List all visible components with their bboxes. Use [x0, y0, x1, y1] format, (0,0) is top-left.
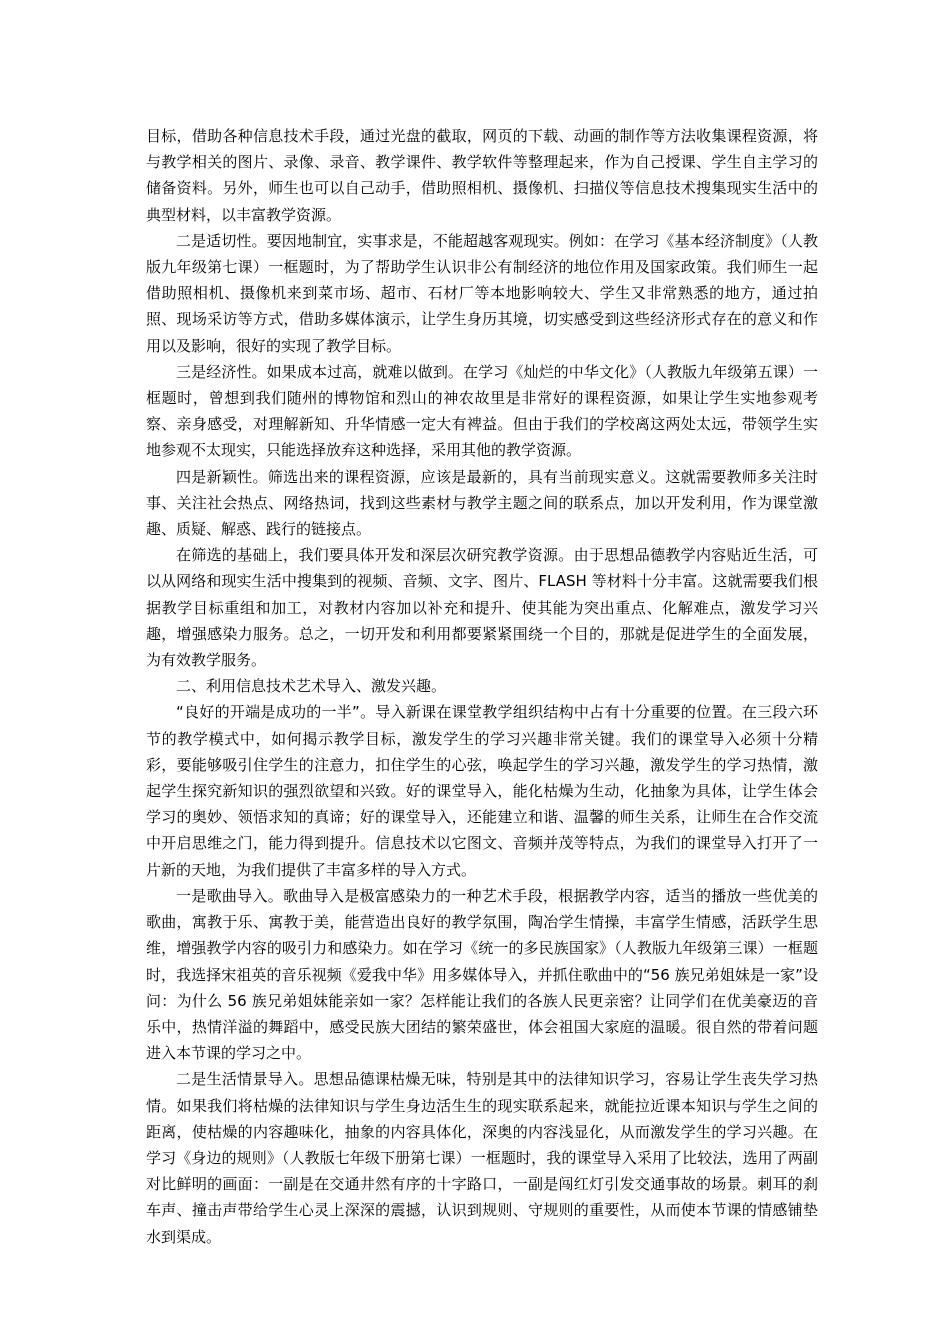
- paragraph-3: 三是经济性。如果成本过高，就难以做到。在学习《灿烂的中华文化》（人教版九年级第五课）一框题时，曾想到我们随州的博物馆和烈山的神农故里是非常好的课程资源，如果让学生实地参观考察、亲身感受，对理解新知、升华情感一定大有裨益。但由于我们的学校离这两处太远，带领学生实地参观不太现实，只能选择放弃这种选择，采用其他的教学资源。: [146, 362, 818, 460]
- paragraph-5: 在筛选的基础上，我们要具体开发和深层次研究教学资源。由于思想品德教学内容贴近生活，可以从网络和现实生活中搜集到的视频、音频、文字、图片、FLASH 等材料十分丰富。这就需要我们根据教学目标重组和加工，对教材内容加以补充和提升、使其能为突出重点、化解难点，激发学习兴趣，增强感染力服务。总之，一切开发和利用都要紧紧围绕一个目的，那就是促进学生的全面发展，为有效教学服务。: [146, 546, 818, 670]
- paragraph-8: 一是歌曲导入。歌曲导入是极富感染力的一种艺术手段，根据教学内容，适当的播放一些优美的歌曲，寓教于乐、寓教于美，能营造出良好的教学氛围，陶冶学生情操，丰富学生情感，活跃学生思维，增强教学内容的吸引力和感染力。如在学习《统一的多民族国家》（人教版九年级第三课）一框题时，我选择宋祖英的音乐视频《爱我中华》用多媒体导入，并抓住歌曲中的“56 族兄弟姐妹是一家”设问：为什么 56 族兄弟姐妹能亲如一家？怎样能让我们的各族人民更亲密？让同学们在优美豪迈的音乐中，热情洋溢的舞蹈中，感受民族大团结的繁荣盛世，体会祖国大家庭的温暖。很自然的带着问题进入本节课的学习之中。: [146, 886, 818, 1063]
- section-heading: 二、利用信息技术艺术导入、激发兴趣。: [176, 677, 447, 696]
- document-page: [146, 123, 818, 1250]
- paragraph-9: 二是生活情景导入。思想品德课枯燥无味，特别是其中的法律知识学习，容易让学生丧失学习热情。如果我们将枯燥的法律知识与学生身边活生生的现实联系起来，就能拉近课本知识与学生之间的距离，使枯燥的内容趣味化，抽象的内容具体化，深奥的内容浅显化，从而激发学生的学习兴趣。在学习《身边的规则》（人教版七年级下册第七课）一框题时，我的课堂导入采用了比较法，选用了两副对比鲜明的画面：一副是在交通井然有序的十字路口，一副是闯红灯引发交通事故的场景。刺耳的刹车声、撞击声带给学生心灵上深深的震撼，认识到规则、守规则的重要性，从而使本节课的情感铺垫水到渠成。: [146, 1070, 818, 1246]
- paragraph-1: 目标，借助各种信息技术手段，通过光盘的截取，网页的下载、动画的制作等方法收集课程资源，将与教学相关的图片、录像、录音、教学课件、教学软件等整理起来，作为自己授课、学生自主学习的储备资料。另外，师生也可以自己动手，借助照相机、摄像机、扫描仪等信息技术搜集现实生活中的典型材料，以丰富教学资源。: [146, 127, 818, 224]
- paragraph-4: 四是新颖性。筛选出来的课程资源，应该是最新的，具有当前现实意义。这就需要教师多关注时事、关注社会热点、网络热词，找到这些素材与教学主题之间的联系点，加以开发利用，作为课堂激趣、质疑、解惑、践行的链接点。: [146, 467, 818, 539]
- paragraph-7: “良好的开端是成功的一半”。导入新课在课堂教学组织结构中占有十分重要的位置。在三段六环节的教学模式中，如何揭示教学目标，激发学生的学习兴趣非常关键。我们的课堂导入必须十分精彩，要能够吸引住学生的注意力，扣住学生的心弦，唤起学生的学习兴趣，激发学生的学习热情，激起学生探究新知识的强烈欲望和兴致。好的课堂导入，能化枯燥为生动，化抽象为具体，让学生体会学习的奥妙、领悟求知的真谛；好的课堂导入，还能建立和谐、温馨的师生关系，让师生在合作交流中开启思维之门，能力得到提升。信息技术以它图文、音频并茂等特点，为我们的课堂导入打开了一片新的天地，为我们提供了丰富多样的导入方式。: [146, 703, 818, 879]
- paragraph-2: 二是适切性。要因地制宜，实事求是，不能超越客观现实。例如：在学习《基本经济制度》（人教版九年级第七课）一框题时，为了帮助学生认识非公有制经济的地位作用及国家政策。我们师生一起借助照相机、摄像机来到菜市场、超市、石材厂等本地影响较大、学生又非常熟悉的地方，通过拍照、现场采访等方式，借助多媒体演示，让学生身历其境，切实感受到这些经济形式存在的意义和作用以及影响，很好的实现了教学目标。: [146, 231, 818, 355]
